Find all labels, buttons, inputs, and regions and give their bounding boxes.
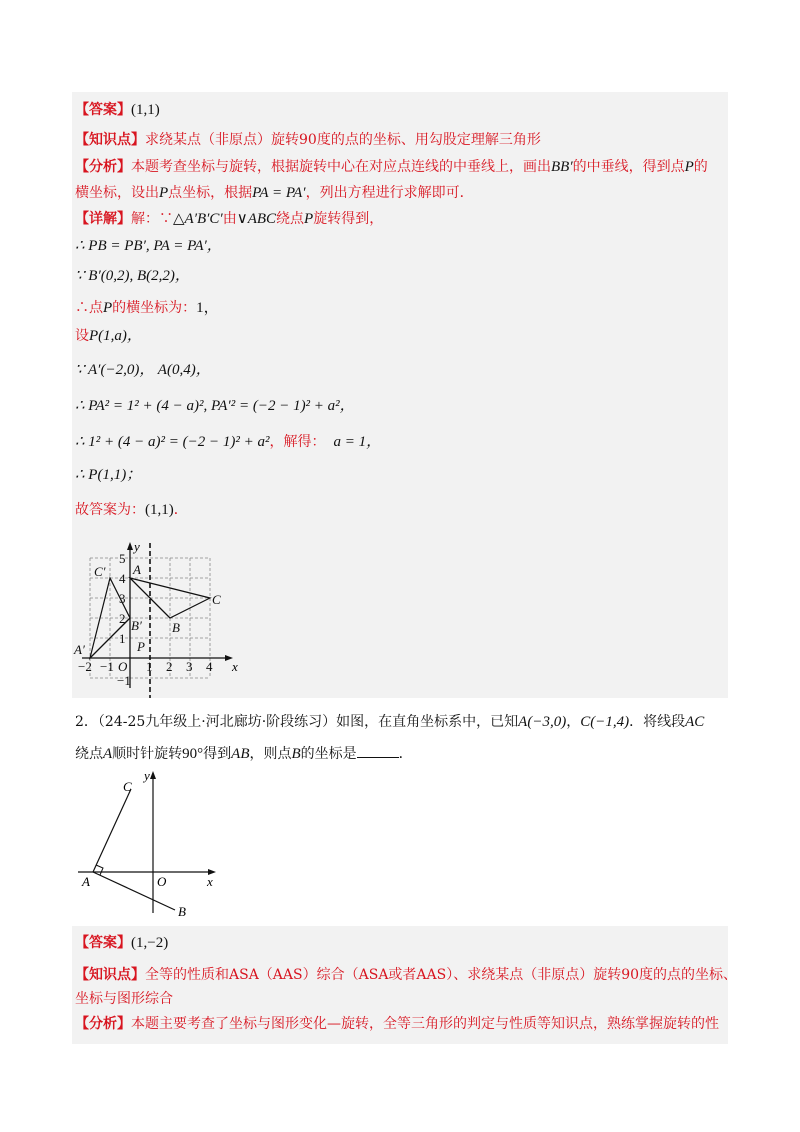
knowledge-tag: 【知识点】 xyxy=(75,132,145,148)
analysis-text: 的 xyxy=(693,159,708,175)
label-c: C xyxy=(212,592,221,607)
math-expr: 1， xyxy=(196,300,219,316)
knowledge-text: 坐标与图形综合 xyxy=(75,991,173,1007)
tick-x: 2 xyxy=(166,659,173,674)
analysis-tag: 【分析】 xyxy=(75,1016,131,1032)
q2-line-1 xyxy=(75,712,704,732)
q2-knowledge-line-2 xyxy=(75,989,173,1009)
label-a: A xyxy=(133,562,141,577)
step-text: ∴点 xyxy=(75,300,103,316)
label-c: C xyxy=(123,779,132,794)
tick-x: 3 xyxy=(186,659,193,674)
q1-answer-line xyxy=(75,100,160,120)
step-text: 的横坐标为： xyxy=(112,300,197,316)
question-text: ．将线段 xyxy=(629,714,686,730)
math-expr: ∴ PB = PB′, PA = PA′， xyxy=(75,238,222,254)
q2-line-2 xyxy=(75,743,413,764)
final-text: 故答案为： xyxy=(75,502,145,518)
detail-tag: 【详解】 xyxy=(75,211,131,227)
math-expr: a = 1， xyxy=(333,434,382,450)
coordinate-graph-1 xyxy=(70,538,250,698)
label-a-prime: A′ xyxy=(74,642,85,657)
tick-y: 5 xyxy=(119,551,126,566)
label-b: B xyxy=(172,620,180,635)
math-expr: ∴ P(1,1)； xyxy=(75,467,142,483)
tick-x: −2 xyxy=(78,659,92,674)
q1-analysis-line-2 xyxy=(75,183,474,203)
math-expr: PA = PA′ xyxy=(252,185,306,201)
question-text: 得到 xyxy=(203,746,232,762)
tick-y: 2 xyxy=(119,611,126,626)
question-text: 绕点 xyxy=(75,746,103,762)
analysis-text: 的中垂线，得到点 xyxy=(572,159,685,175)
math-expr: P(1,a)， xyxy=(89,328,142,344)
tick-y: 1 xyxy=(119,631,126,646)
q1-step-5 xyxy=(75,360,211,380)
tick-x: 1 xyxy=(146,659,153,674)
final-text: ． xyxy=(173,502,188,518)
q1-knowledge-line xyxy=(75,130,541,150)
detail-text: 绕点 xyxy=(276,211,305,227)
question-text: ． xyxy=(398,746,413,762)
question-text: 的坐标是 xyxy=(300,746,357,762)
math-expr: AB xyxy=(231,746,250,762)
tick-x: 4 xyxy=(206,659,213,674)
tick-x: −1 xyxy=(100,659,114,674)
math-expr: P xyxy=(103,300,113,316)
label-a: A xyxy=(82,874,90,889)
q2-answer-line xyxy=(75,933,168,953)
answer-value: (1,1) xyxy=(131,102,160,118)
math-expr: △A′B′C′ xyxy=(173,211,223,227)
y-axis-arrow xyxy=(127,542,133,550)
q1-step-2 xyxy=(75,266,190,286)
math-expr: 90° xyxy=(182,746,204,762)
question-text: 顺时针旋转 xyxy=(112,746,183,762)
tick-y: −1 xyxy=(117,673,131,688)
x-label: x xyxy=(232,659,238,674)
label-b: B xyxy=(178,904,186,918)
math-expr: BB′ xyxy=(551,159,573,175)
q1-step-8 xyxy=(75,465,141,485)
label-c-prime: C′ xyxy=(94,564,106,579)
math-expr: P xyxy=(159,185,169,201)
segment-ac xyxy=(93,789,131,872)
label-b-prime: B′ xyxy=(131,618,142,633)
math-expr: ∨ABC xyxy=(236,211,277,227)
math-expr: ∵ B′(0,2), B(2,2)， xyxy=(75,268,190,284)
tick-y: 3 xyxy=(119,591,126,606)
math-expr: ∴ PA² = 1² + (4 − a)², PA′² = (−2 − 1)² + a²， xyxy=(75,398,355,414)
math-expr: C(−1,4) xyxy=(580,714,630,730)
step-text: 设 xyxy=(75,328,89,344)
math-expr: P xyxy=(684,159,694,175)
y-axis-arrow xyxy=(150,771,156,779)
knowledge-text: 全等的性质和ASA（AAS）综合（ASA或者AAS）、求绕某点（非原点）旋转90度的点的坐标、 xyxy=(145,967,738,983)
analysis-text: 本题考查坐标与旋转，根据旋转中心在对应点连线的中垂线上，画出 xyxy=(131,159,551,175)
origin-label: O xyxy=(157,874,167,889)
analysis-text: 横坐标，设出 xyxy=(75,185,159,201)
detail-text: 解：∵ xyxy=(131,211,173,227)
q1-final xyxy=(75,500,188,520)
answer-blank[interactable] xyxy=(357,743,399,758)
question-text: ， xyxy=(566,714,581,730)
step-text: ，解得： xyxy=(269,434,326,450)
q1-step-1 xyxy=(75,236,222,256)
y-label: y xyxy=(144,768,150,783)
q1-analysis-line-1 xyxy=(75,157,708,177)
answer-tag: 【答案】 xyxy=(75,935,131,951)
q1-step-4 xyxy=(75,326,142,346)
analysis-text: ，列出方程进行求解即可． xyxy=(305,185,474,201)
math-expr: AC xyxy=(685,714,705,730)
label-p: P xyxy=(137,639,145,654)
math-expr: B xyxy=(291,746,301,762)
detail-text: 由 xyxy=(222,211,237,227)
detail-text: 旋转得到， xyxy=(313,211,384,227)
math-expr: ∴ 1² + (4 − a)² = (−2 − 1)² + a² xyxy=(75,434,270,450)
question-text: ，则点 xyxy=(249,746,292,762)
math-expr: A xyxy=(103,746,113,762)
coordinate-graph-2 xyxy=(70,768,240,918)
math-expr: (1,1) xyxy=(145,502,174,518)
knowledge-text: 求绕某点（非原点）旋转90度的点的坐标、用勾股定理解三角形 xyxy=(145,132,541,148)
q2-knowledge-line-1 xyxy=(75,965,737,985)
analysis-tag: 【分析】 xyxy=(75,159,131,175)
answer-tag: 【答案】 xyxy=(75,102,131,118)
x-label: x xyxy=(207,874,213,889)
analysis-text: 点坐标，根据 xyxy=(168,185,253,201)
y-label: y xyxy=(134,539,140,554)
q1-step-7 xyxy=(75,432,381,452)
question-text: 2．（24-25九年级上·河北廊坊·阶段练习）如图，在直角坐标系中，已知 xyxy=(75,714,519,730)
math-expr: ∵ A′(−2,0)， A(0,4)， xyxy=(75,362,211,378)
analysis-text: 本题主要考查了坐标与图形变化—旋转，全等三角形的判定与性质等知识点，熟练掌握旋转的性 xyxy=(131,1016,719,1032)
tick-x: O xyxy=(118,659,128,674)
math-expr: P xyxy=(304,211,314,227)
q1-step-3 xyxy=(75,298,219,318)
knowledge-tag: 【知识点】 xyxy=(75,967,145,983)
q1-detail-line xyxy=(75,209,383,229)
math-expr: A(−3,0) xyxy=(518,714,567,730)
q1-step-6 xyxy=(75,396,355,416)
q2-analysis-line-1 xyxy=(75,1014,719,1034)
tick-y: 4 xyxy=(119,571,126,586)
answer-value: (1,−2) xyxy=(131,935,169,951)
